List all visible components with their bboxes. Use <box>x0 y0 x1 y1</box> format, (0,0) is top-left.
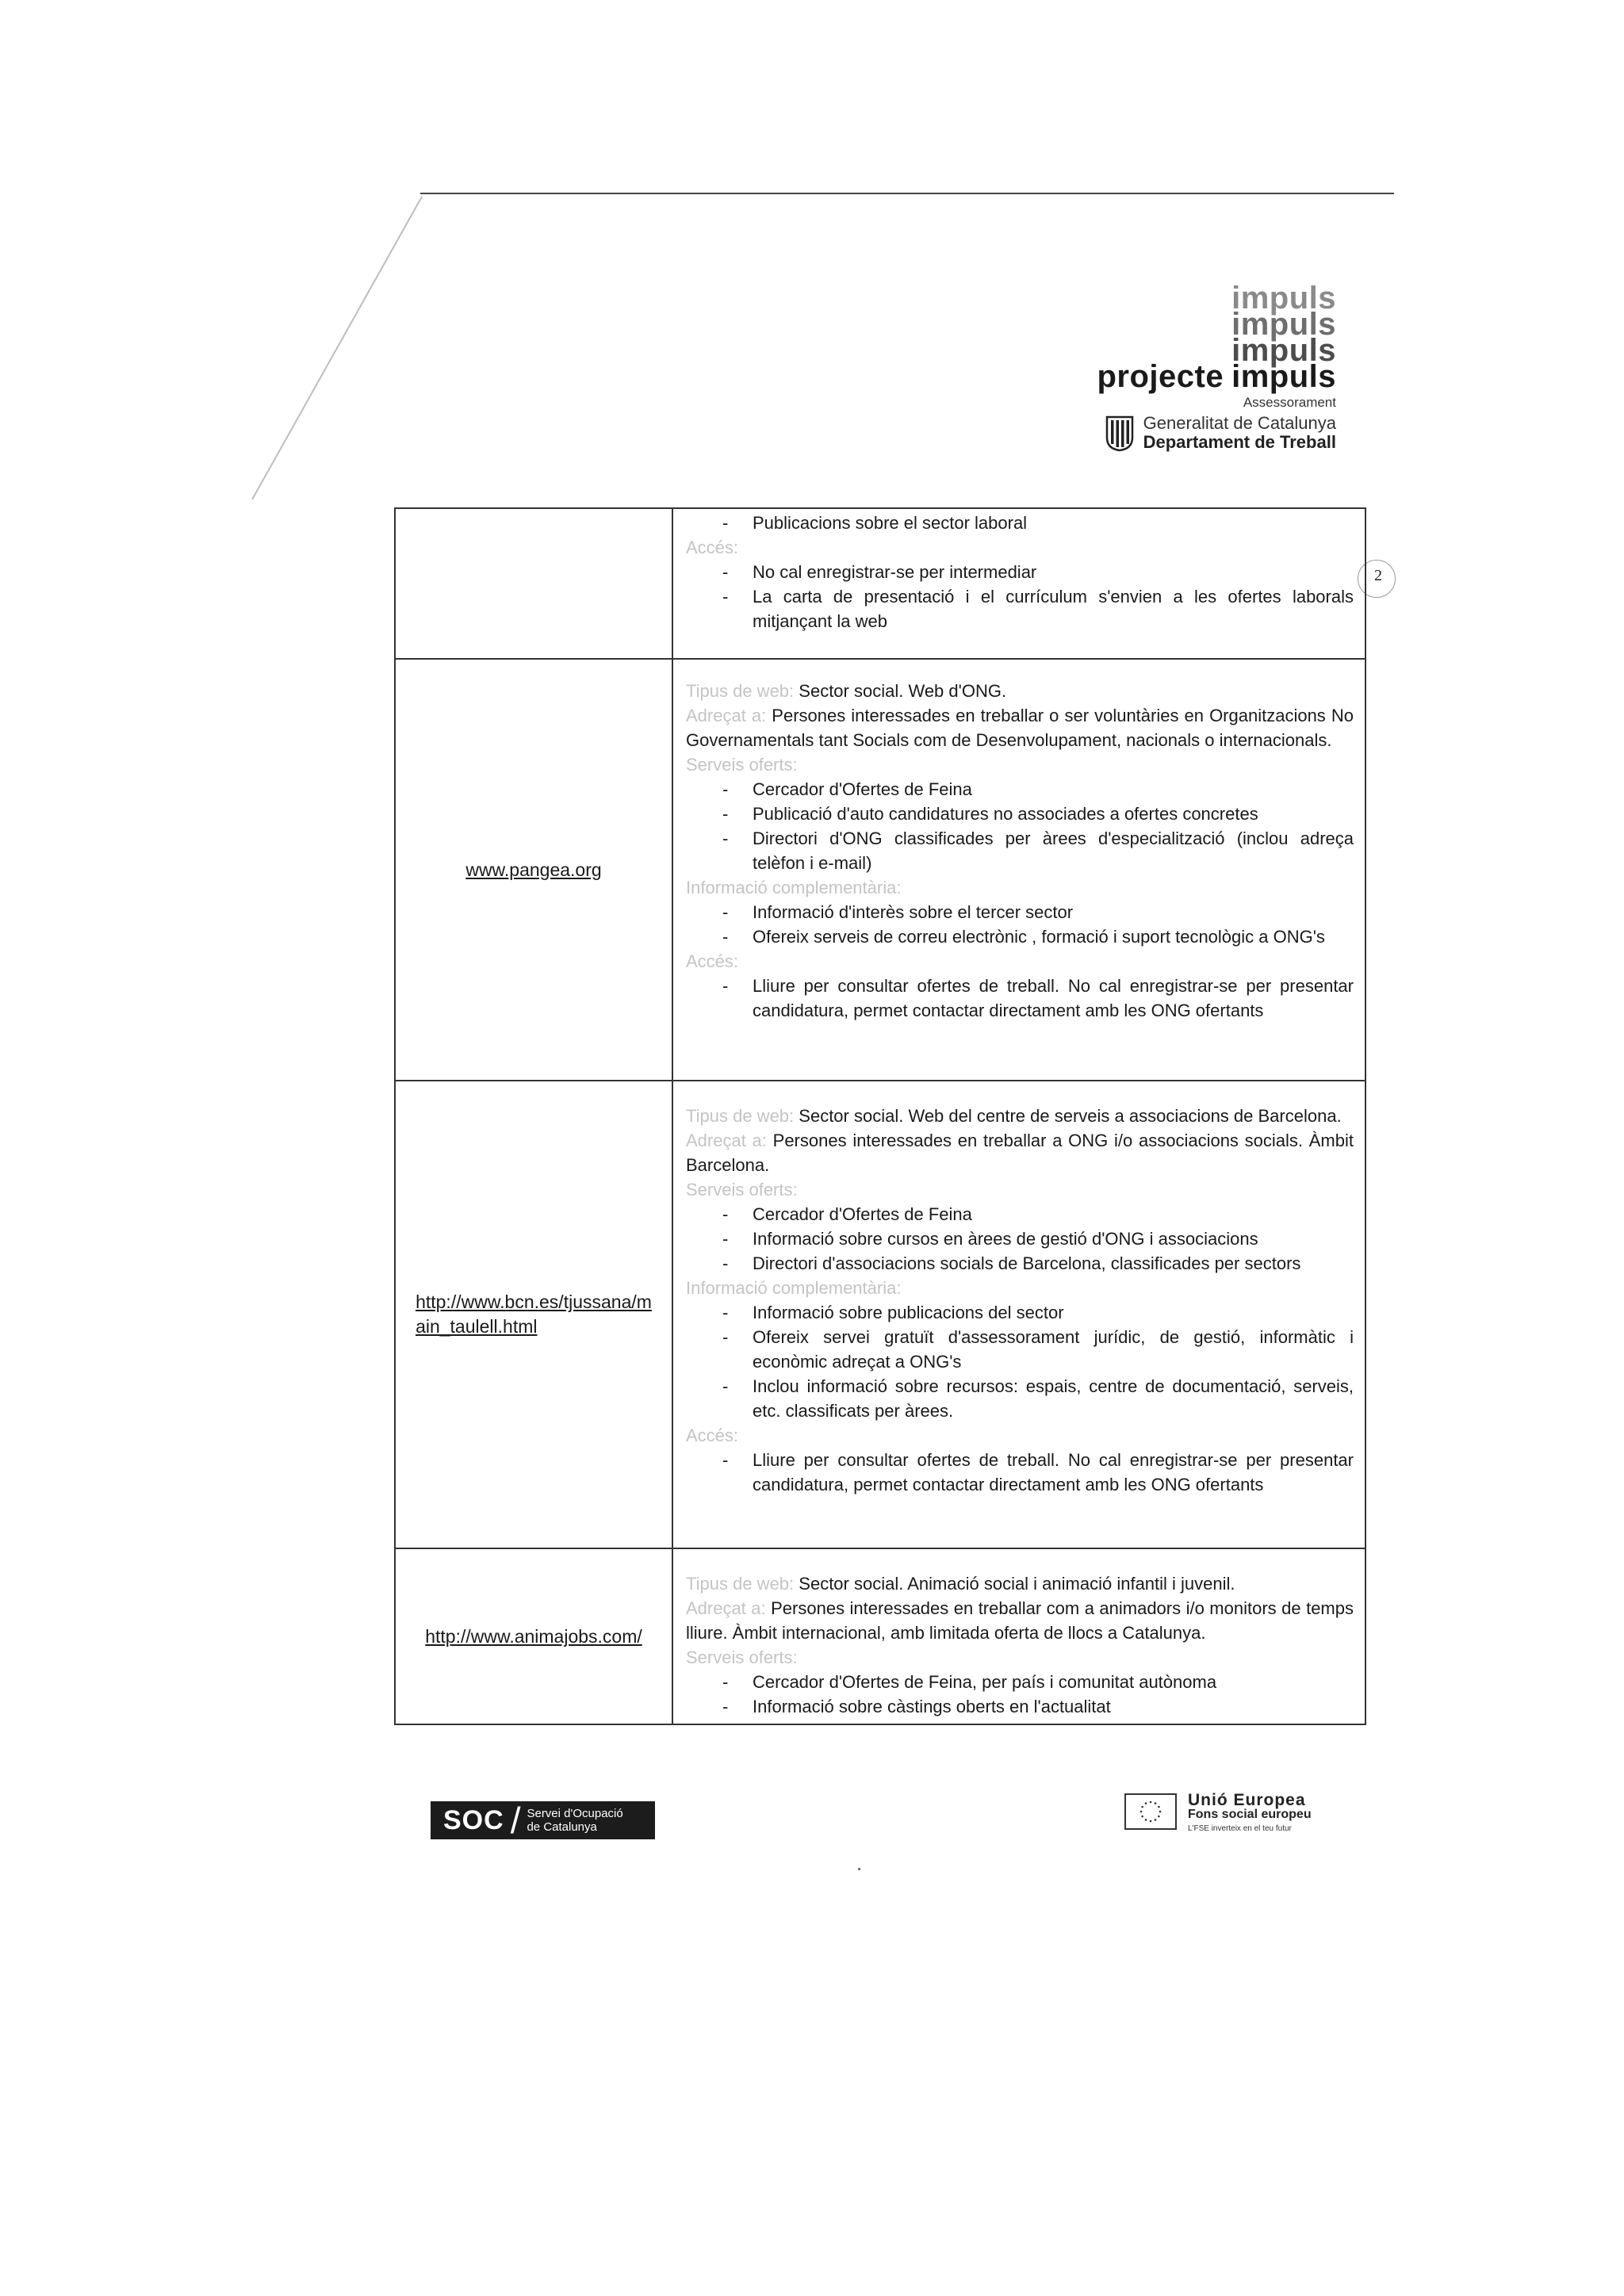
acces-list <box>686 974 1354 1023</box>
soc-name <box>527 1807 622 1834</box>
table-row <box>395 659 1365 1081</box>
acces-list <box>686 560 1354 633</box>
web-type-value: Sector social. Web d'ONG. <box>799 681 1007 701</box>
services-list <box>686 777 1354 875</box>
eu-star <box>1141 1816 1143 1818</box>
target-audience-value: Persones interessades en treballar a ONG i/o associacions socials. Àmbit Barcelona. <box>686 1131 1354 1175</box>
web-type-label: Tipus de web: <box>686 1574 795 1594</box>
web-type-label: Tipus de web: <box>686 681 795 701</box>
impuls-line-3: impuls <box>1231 333 1336 368</box>
eu-star <box>1158 1806 1160 1808</box>
eu-star <box>1155 1802 1157 1804</box>
description-cell <box>672 1081 1365 1548</box>
complementary-info-label: Informació complementària: <box>686 878 902 897</box>
complementary-info-label: Informació complementària: <box>686 1278 902 1298</box>
target-audience-label: Adreçat a: <box>686 1131 767 1150</box>
list-item: - Cercador d'Ofertes de Feina <box>686 777 1354 802</box>
departament-name: Departament de Treball <box>1143 432 1336 452</box>
acces-label: Accés: <box>686 1425 739 1445</box>
list-item: - Publicació d'auto candidatures no associades a ofertes concretes <box>686 802 1354 826</box>
target-audience <box>686 703 1354 752</box>
target-audience-label: Adreçat a: <box>686 706 767 725</box>
impuls-word: impuls <box>1231 359 1336 394</box>
scan-edge-line <box>0 0 1624 555</box>
list-item: - Directori d'ONG classificades per àrees d'especialització (inclou adreça telèfon i e-mail) <box>686 826 1354 875</box>
list-item: - No cal enregistrar-se per intermediar <box>686 560 1354 584</box>
scan-dot <box>858 1868 860 1870</box>
target-audience-value: Persones interessades en treballar com a animadors i/o monitors de temps lliure. Àmbit internacional, amb limitada oferta de llocs a Catalunya. <box>686 1598 1354 1643</box>
services-list <box>686 1670 1354 1719</box>
complementary-info-list <box>686 900 1354 949</box>
services-label: Serveis oferts: <box>686 755 798 775</box>
list-item: - Directori d'associacions socials de Barcelona, classificades per sectors <box>686 1251 1354 1276</box>
list-item: - Informació sobre càstings oberts en l'actualitat <box>686 1694 1354 1719</box>
url-cell <box>395 1081 672 1548</box>
page-number: 2 <box>1374 567 1382 584</box>
web-type <box>686 1571 1354 1596</box>
assessorament-label: Assessorament <box>1243 395 1336 410</box>
soc-acronym: SOC <box>443 1804 504 1835</box>
list-item: - Informació d'interès sobre el tercer sector <box>686 900 1354 924</box>
soc-logo <box>431 1801 655 1839</box>
list-item: - Cercador d'Ofertes de Feina, per país i comunitat autònoma <box>686 1670 1354 1694</box>
url-cell-empty <box>395 508 672 659</box>
list-item: - Publicacions sobre el sector laboral <box>686 511 1354 535</box>
soc-name-line-1: Servei d'Ocupació <box>527 1807 623 1820</box>
description-cell <box>672 508 1365 659</box>
soc-slash-icon: / <box>510 1800 521 1841</box>
eu-star <box>1155 1819 1157 1821</box>
web-type-value: Sector social. Animació social i animació infantil i juvenil. <box>799 1574 1235 1594</box>
publications-list <box>686 511 1354 535</box>
generalitat-text <box>1143 414 1336 452</box>
eu-star <box>1150 1820 1152 1823</box>
table-row <box>395 1081 1365 1548</box>
list-item: - Informació sobre publicacions del sector <box>686 1300 1354 1325</box>
bcn-tjussana-link[interactable] <box>408 1290 660 1339</box>
pangea-link[interactable]: www.pangea.org <box>465 859 602 880</box>
acces-label: Accés: <box>686 951 739 971</box>
eu-stars-icon <box>1124 1793 1177 1830</box>
table-row <box>395 508 1365 659</box>
eu-text <box>1188 1793 1312 1836</box>
acces-label: Accés: <box>686 538 739 557</box>
description-cell <box>672 659 1365 1081</box>
eu-star <box>1158 1816 1160 1818</box>
eu-logo <box>1124 1793 1312 1836</box>
services-label: Serveis oferts: <box>686 1180 798 1200</box>
list-item: - Inclou informació sobre recursos: espais, centre de documentació, serveis, etc. classificats per àrees. <box>686 1374 1354 1423</box>
services-label: Serveis oferts: <box>686 1647 798 1667</box>
list-item: - Ofereix serveis de correu electrònic , formació i suport tecnològic a ONG's <box>686 924 1354 949</box>
eu-tagline: L'FSE inverteix en el teu futur <box>1188 1824 1292 1833</box>
list-item: - Lliure per consultar ofertes de treball. No cal enregistrar-se per presentar candidatura, permet contactar directament amb les ONG ofertants <box>686 974 1354 1023</box>
target-audience <box>686 1596 1354 1645</box>
impuls-line-2: impuls <box>1231 307 1336 342</box>
target-audience-value: Persones interessades en treballar o ser voluntàries en Organitzacions No Governamentals tant Socials com de Desenvolupament, nacionals o internacionals. <box>686 706 1354 750</box>
impuls-line-1: impuls <box>1231 281 1336 316</box>
target-audience <box>686 1128 1354 1177</box>
web-type <box>686 1104 1354 1128</box>
projecte-word: projecte <box>1097 359 1224 394</box>
projecte-impuls-header <box>1097 281 1336 452</box>
url-cell <box>395 1548 672 1724</box>
url-line-1: http://www.bcn.es/tjussana/m <box>416 1292 652 1312</box>
eu-star <box>1150 1801 1152 1804</box>
web-type <box>686 679 1354 703</box>
list-item: - La carta de presentació i el currículum s'envien a les ofertes laborals mitjançant la web <box>686 584 1354 633</box>
generalitat-logo-icon <box>1104 414 1136 452</box>
eu-fund-name: Fons social europeu <box>1188 1808 1312 1821</box>
eu-title: Unió Europea <box>1188 1791 1306 1809</box>
web-type-value: Sector social. Web del centre de serveis a associacions de Barcelona. <box>799 1106 1342 1126</box>
soc-name-line-2: de Catalunya <box>527 1820 597 1834</box>
top-rule <box>420 193 1394 194</box>
url-cell <box>395 659 672 1081</box>
eu-star <box>1141 1806 1143 1808</box>
description-cell <box>672 1548 1365 1724</box>
eu-star <box>1159 1811 1162 1813</box>
generalitat-name: Generalitat de Catalunya <box>1143 413 1336 433</box>
eu-star <box>1140 1811 1143 1813</box>
eu-star <box>1145 1802 1147 1804</box>
table-row <box>395 1548 1365 1724</box>
ong-websites-table <box>394 507 1366 1725</box>
list-item: - Cercador d'Ofertes de Feina <box>686 1202 1354 1226</box>
list-item: - Ofereix servei gratuït d'assessorament jurídic, de gestió, informàtic i econòmic adreçat a ONG's <box>686 1325 1354 1374</box>
url-line-2: ain_taulell.html <box>416 1316 538 1337</box>
target-audience-label: Adreçat a: <box>686 1598 766 1618</box>
eu-star <box>1145 1819 1147 1821</box>
complementary-info-list <box>686 1300 1354 1423</box>
list-item: - Lliure per consultar ofertes de treball. No cal enregistrar-se per presentar candidatura, permet contactar directament amb les ONG ofertants <box>686 1448 1354 1497</box>
generalitat-block <box>1097 414 1336 452</box>
projecte-impuls-title <box>1097 359 1336 394</box>
web-type-label: Tipus de web: <box>686 1106 795 1126</box>
animajobs-link[interactable]: http://www.animajobs.com/ <box>425 1625 642 1647</box>
services-list <box>686 1202 1354 1276</box>
acces-list <box>686 1448 1354 1497</box>
list-item: - Informació sobre cursos en àrees de gestió d'ONG i associacions <box>686 1226 1354 1251</box>
